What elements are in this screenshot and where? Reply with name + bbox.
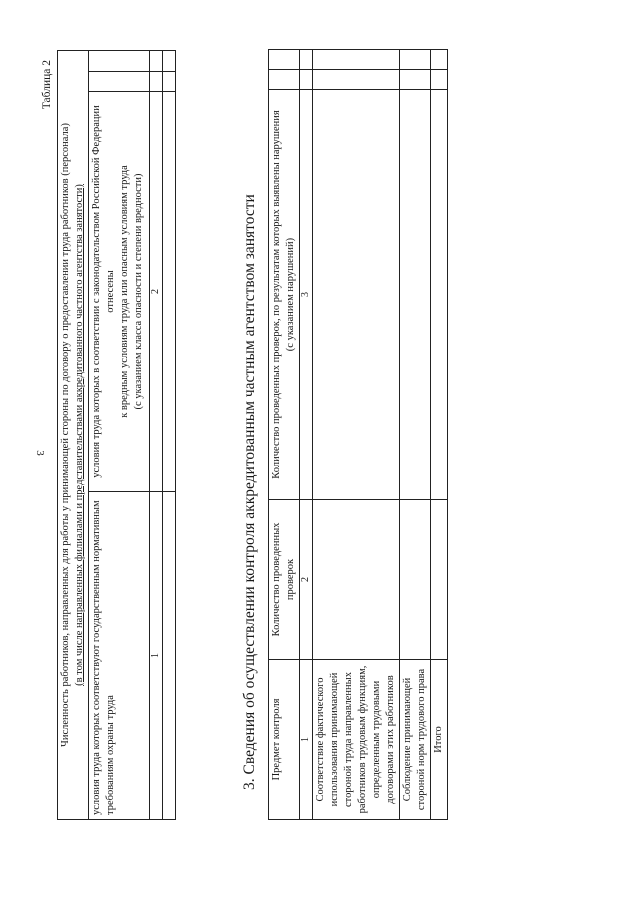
- table2-header-line1: Численность работников, направленных для работы у принимающей стороны по договору о предоставлении труда работников (персонала): [60, 123, 71, 747]
- table2-data-cell: [163, 92, 176, 492]
- table3-empty-cell: [269, 70, 300, 90]
- table3-data-cell: [313, 70, 400, 90]
- table3-data-cell: [431, 90, 448, 500]
- table-row: [400, 50, 431, 820]
- table2-col2-header-line2: к вредным условиям труда или опасным условиям труда: [119, 165, 130, 418]
- table2-col2-header: [89, 92, 150, 492]
- table2-col2-number: 2: [150, 92, 163, 492]
- table3-data-cell: [313, 50, 400, 70]
- table2-empty-cell: [89, 71, 150, 92]
- table3-col1-number: 1: [300, 660, 313, 820]
- section-3-title: 3. Сведения об осуществлении контроля аккредитованным частным агентством занятости: [241, 194, 258, 790]
- table3-empty-cell: [269, 50, 300, 70]
- table3-col1-header: Предмет контроля: [269, 660, 300, 820]
- table3-data-cell: [313, 500, 400, 660]
- table2-col2-header-line1: условия труда которых в соответствии с законодательством Российской Федерации отнесены: [91, 105, 116, 478]
- table2-empty-cell: [150, 51, 163, 72]
- table2-data-cell: [163, 491, 176, 819]
- table2-data-cell: [163, 51, 176, 72]
- table-label: Таблица 2: [41, 60, 53, 110]
- table3-data-cell: [400, 70, 431, 90]
- table3-col2-header: Количество проведенных проверок: [269, 500, 300, 660]
- table3-col2-number: 2: [300, 500, 313, 660]
- table3-data-cell: [400, 500, 431, 660]
- table2-data-cell: [163, 71, 176, 92]
- table3-col3-header-line2: (с указанием нарушений): [285, 237, 296, 352]
- table3-data-cell: [431, 500, 448, 660]
- table-3: [268, 49, 448, 820]
- table2-empty-cell: [150, 71, 163, 92]
- table3-empty-cell: [300, 50, 313, 70]
- table3-data-cell: [313, 90, 400, 500]
- table-2: [57, 50, 176, 820]
- table3-row-label: Итого: [431, 660, 448, 820]
- rotated-page-content: [36, 40, 636, 860]
- table3-row-label: Соблюдение принимающей стороной норм трудового права: [400, 660, 431, 820]
- table3-col3-header-line1: Количество проведенных проверок, по результатам которых выявлены нарушения: [271, 110, 282, 479]
- table2-header-line2: (в том числе направленных филиалами и представительствами аккредитованного частного агентства занятости): [74, 184, 85, 686]
- table3-data-cell: [400, 50, 431, 70]
- table3-data-cell: [400, 90, 431, 500]
- table-row: [431, 50, 448, 820]
- table2-col1-header: условия труда которых соответствуют государственным нормативным требованиям охраны труда: [89, 491, 150, 819]
- table3-col3-number: 3: [300, 90, 313, 500]
- page-number: 3: [34, 450, 46, 456]
- table2-empty-cell: [89, 51, 150, 72]
- table3-row-label: Соответствие фактического использования принимающей стороной труда направленных работников трудовым функциям, определенным трудовыми договорами этих работников: [313, 660, 400, 820]
- table3-data-cell: [431, 50, 448, 70]
- table-row: [313, 50, 400, 820]
- table3-empty-cell: [300, 70, 313, 90]
- table2-col2-header-line3: (с указанием класса опасности и степени вредности): [133, 173, 144, 410]
- table2-header: [58, 51, 89, 820]
- table3-col3-header: [269, 90, 300, 500]
- table2-col1-number: 1: [150, 491, 163, 819]
- table3-data-cell: [431, 70, 448, 90]
